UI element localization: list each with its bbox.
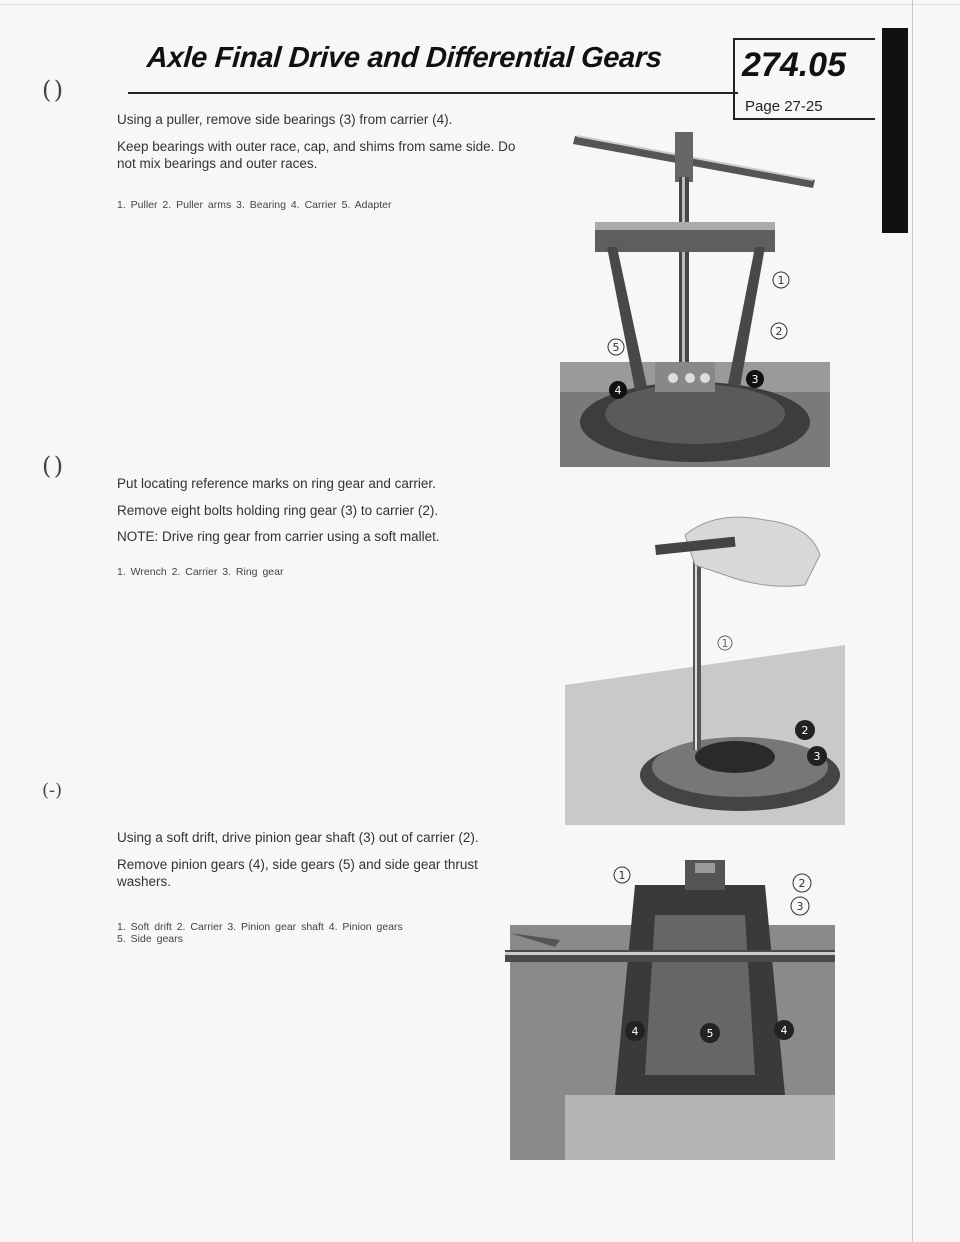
callout-3: 3 [796, 900, 804, 913]
thumb-tab [882, 28, 908, 233]
callout-1: 1 [777, 274, 785, 287]
binder-hole-mark: (-) [42, 780, 63, 801]
step-2-caption: 1. Wrench 2. Carrier 3. Ring gear [117, 566, 284, 578]
page-title: Axle Final Drive and Differential Gears [145, 42, 663, 74]
step-1-text: Using a puller, remove side bearings (3) from carrier (4). [117, 112, 453, 127]
callout-4b: 4 [780, 1024, 788, 1037]
callout-2: 2 [798, 877, 806, 890]
step-3-text: Using a soft drift, drive pinion gear shaft (3) out of carrier (2). [117, 830, 479, 845]
page-edge [912, 0, 913, 1242]
step-1-note: Keep bearings with outer race, cap, and shims from same side. Do not mix bearings and outer races. [117, 139, 516, 171]
step-1-caption: 1. Puller 2. Puller arms 3. Bearing 4. Carrier 5. Adapter [117, 199, 392, 211]
callout-5: 5 [706, 1027, 714, 1040]
callout-3: 3 [813, 750, 821, 763]
header-rule [128, 92, 738, 94]
step-2-text: Put locating reference marks on ring gear and carrier. [117, 476, 436, 491]
step-2-note: NOTE: Drive ring gear from carrier using a soft mallet. [117, 529, 440, 544]
callout-1: 1 [721, 637, 729, 650]
bearing-puller-photo [555, 122, 830, 467]
section-number: 274.05 [742, 46, 846, 84]
callout-4: 4 [614, 384, 622, 397]
callout-5: 5 [612, 341, 620, 354]
binder-hole-mark: ( ) [42, 76, 64, 104]
step-3-caption: 1. Soft drift 2. Carrier 3. Pinion gear shaft 4. Pinion gears [117, 921, 403, 933]
differential-disassembly-photo [505, 855, 840, 1160]
callout-1: 1 [618, 869, 626, 882]
callout-4: 4 [631, 1025, 639, 1038]
step-3-text-2: Remove pinion gears (4), side gears (5) and side gear thrust washers. [117, 857, 478, 889]
page-number: Page 27-25 [745, 98, 823, 115]
binder-hole-mark: ( ) [42, 452, 64, 480]
callout-2: 2 [775, 325, 783, 338]
callout-2: 2 [801, 724, 809, 737]
step-2-text-2: Remove eight bolts holding ring gear (3) to carrier (2). [117, 503, 439, 518]
ring-gear-bolt-photo [565, 495, 845, 825]
step-3-caption-2: 5. Side gears [117, 933, 183, 945]
callout-3: 3 [751, 373, 759, 386]
scan-edge [0, 4, 960, 5]
